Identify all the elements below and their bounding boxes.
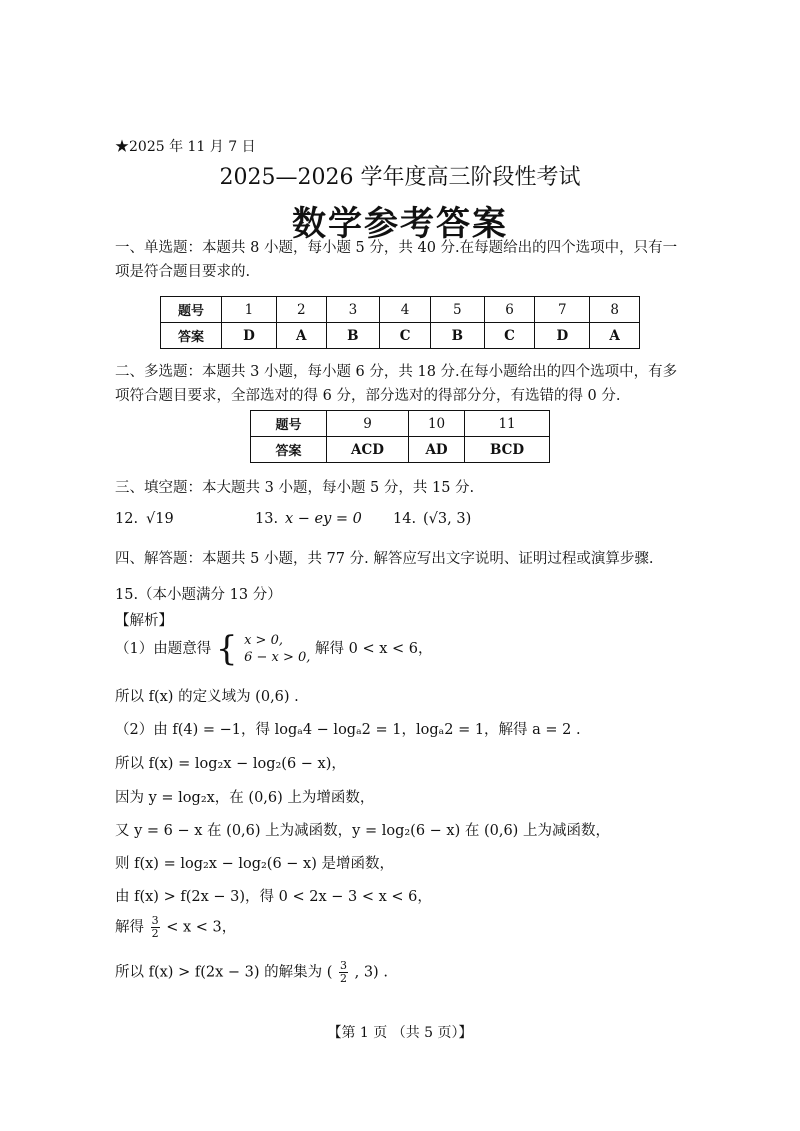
table-cell: A: [276, 323, 326, 349]
solution-line-3: （2）由 f(4) = −1，得 logₐ4 − logₐ2 = 1，logₐ2 = 1，解得 a = 2 .: [115, 722, 581, 738]
section4-instructions: 四、解答题：本题共 5 小题，共 77 分. 解答应写出文字说明、证明过程或演算步骤.: [115, 551, 654, 567]
q12-answer: √19: [146, 511, 174, 527]
solution-line-9: [115, 915, 236, 940]
part1-suffix: 解得 0 < x < 6，: [315, 641, 433, 657]
table-cell: C: [380, 323, 431, 349]
table-row-questions: [161, 297, 640, 323]
fraction: [339, 960, 348, 985]
row-label-question: 题号: [251, 411, 327, 437]
part1-prefix: （1）由题意得: [115, 641, 212, 657]
single-choice-answer-table: [160, 296, 640, 349]
brace-symbol: {: [215, 629, 238, 669]
fraction-numerator: 3: [340, 959, 347, 972]
table-cell: 7: [535, 297, 590, 323]
solution-line-6: 又 y = 6 − x 在 (0,6) 上为减函数，y = log₂(6 − x) 在 (0,6) 上为减函数，: [115, 823, 610, 839]
multi-choice-answer-table: [250, 410, 550, 463]
table-row-questions: [251, 411, 550, 437]
line9-suffix: < x < 3，: [166, 919, 237, 936]
table-cell: C: [484, 323, 535, 349]
table-row-answers: [161, 323, 640, 349]
analysis-label: 【解析】: [115, 613, 173, 629]
q14-answer: (√3, 3): [423, 511, 472, 527]
table-cell: 3: [326, 297, 380, 323]
system-line-2: 6 − x > 0,: [244, 650, 311, 665]
row-label-question: 题号: [161, 297, 222, 323]
solution-line-5: 因为 y = log₂x，在 (0,6) 上为增函数，: [115, 790, 375, 806]
table-cell: 4: [380, 297, 431, 323]
table-cell: 5: [430, 297, 484, 323]
solution-line-4: 所以 f(x) = log₂x − log₂(6 − x)，: [115, 756, 346, 772]
table-cell: AD: [409, 437, 465, 463]
table-cell: B: [326, 323, 380, 349]
fraction-numerator: 3: [151, 914, 159, 927]
section2-instructions: 二、多选题：本题共 3 小题，每小题 6 分，共 18 分.在每小题给出的四个选项中，有多项符合题目要求，全部选对的得 6 分，部分选对的得部分分，有选错的得 0 分.: [115, 364, 678, 404]
table-cell: 9: [327, 411, 409, 437]
section3-instructions: 三、填空题：本大题共 3 小题，每小题 5 分，共 15 分.: [115, 480, 475, 496]
solution-line-10: [115, 960, 388, 985]
document-title: 数学参考答案: [292, 204, 508, 244]
table-cell: 8: [590, 297, 640, 323]
table-row-answers: [251, 437, 550, 463]
fraction-denominator: 2: [340, 972, 347, 985]
table-cell: BCD: [465, 437, 550, 463]
line10-suffix: , 3) .: [354, 964, 388, 981]
exam-date: ★2025 年 11 月 7 日: [115, 139, 256, 155]
fraction-denominator: 2: [151, 927, 159, 940]
part1-line: [115, 629, 433, 669]
q13-number: 13.: [255, 511, 279, 527]
q13-answer: x − ey = 0: [285, 511, 362, 527]
solution-line-8: 由 f(x) > f(2x − 3)，得 0 < 2x − 3 < x < 6，: [115, 889, 432, 905]
system-line-1: x > 0,: [244, 633, 283, 648]
exam-title: 2025—2026 学年度高三阶段性考试: [219, 165, 581, 190]
table-cell: A: [590, 323, 640, 349]
line9-prefix: 解得: [115, 919, 144, 936]
table-cell: 11: [465, 411, 550, 437]
table-cell: D: [222, 323, 277, 349]
table-cell: 6: [484, 297, 535, 323]
q14-number: 14.: [393, 511, 417, 527]
inequality-system: [244, 632, 310, 666]
table-cell: ACD: [327, 437, 409, 463]
table-cell: 10: [409, 411, 465, 437]
table-cell: 1: [222, 297, 277, 323]
page-footer: 【第 1 页 （共 5 页）】: [327, 1025, 473, 1041]
table-cell: 2: [276, 297, 326, 323]
line10-prefix: 所以 f(x) > f(2x − 3) 的解集为 (: [115, 964, 333, 981]
section1-instructions: 一、单选题：本题共 8 小题，每小题 5 分，共 40 分.在每题给出的四个选项中，只有一项是符合题目要求的.: [115, 240, 678, 280]
row-label-answer: 答案: [161, 323, 222, 349]
table-cell: D: [535, 323, 590, 349]
solution-line-7: 则 f(x) = log₂x − log₂(6 − x) 是增函数，: [115, 856, 394, 872]
row-label-answer: 答案: [251, 437, 327, 463]
fraction: [151, 915, 160, 940]
table-cell: B: [430, 323, 484, 349]
solution-line-2: 所以 f(x) 的定义域为 (0,6) .: [115, 689, 299, 705]
q12-number: 12.: [115, 511, 139, 527]
q15-title: 15.（本小题满分 13 分）: [115, 587, 282, 603]
